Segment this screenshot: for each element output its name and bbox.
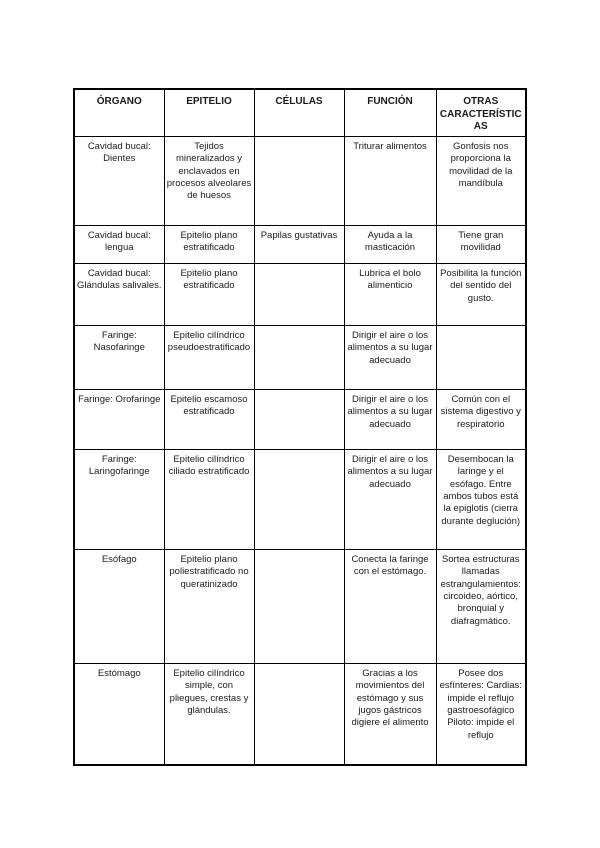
table-cell: Gracias a los movimientos del estómago y sus jugos gástricos digiere el alimento <box>344 663 436 765</box>
table-cell: Conecta la faringe con el estómago. <box>344 549 436 663</box>
table-cell <box>254 663 344 765</box>
table-row <box>74 663 526 765</box>
table-cell: Tiene gran movilidad <box>436 225 526 263</box>
table-cell: Sortea estructuras llamadas estrangulamientos: circoideo, aórtico, bronquial y diafragmático. <box>436 549 526 663</box>
column-header-epitelio: EPITELIO <box>164 89 254 136</box>
table-cell: Común con el sistema digestivo y respiratorio <box>436 389 526 449</box>
column-header-otras-caracteristicas: OTRAS CARACTERÍSTICAS <box>436 89 526 136</box>
table-cell: Cavidad bucal: Glándulas salivales. <box>74 263 164 325</box>
table-cell: Desembocan la laringe y el esófago. Entre ambos tubos está la epiglotis (cierra durante deglución) <box>436 449 526 549</box>
table-cell: Faringe: Orofaringe <box>74 389 164 449</box>
table-cell: Tejidos mineralizados y enclavados en procesos alveolares de huesos <box>164 136 254 225</box>
table-cell <box>254 136 344 225</box>
table-cell: Cavidad bucal: lengua <box>74 225 164 263</box>
table-row <box>74 549 526 663</box>
table-cell <box>254 449 344 549</box>
table-cell <box>254 389 344 449</box>
table-cell: Triturar alimentos <box>344 136 436 225</box>
table-cell <box>254 263 344 325</box>
table-cell: Papilas gustativas <box>254 225 344 263</box>
table-cell <box>254 549 344 663</box>
table-row <box>74 136 526 225</box>
table-cell: Estómago <box>74 663 164 765</box>
table-cell: Epitelio cilíndrico ciliado estratificado <box>164 449 254 549</box>
table-row <box>74 225 526 263</box>
table-cell: Esófago <box>74 549 164 663</box>
table-row <box>74 389 526 449</box>
table-cell: Dirigir el aire o los alimentos a su lugar adecuado <box>344 325 436 389</box>
table-row <box>74 449 526 549</box>
table-cell: Cavidad bucal: Dientes <box>74 136 164 225</box>
table-cell: Posibilita la función del sentido del gusto. <box>436 263 526 325</box>
organ-epithelium-table <box>73 88 527 766</box>
table-cell: Dirigir el aire o los alimentos a su lugar adecuado <box>344 389 436 449</box>
table-cell: Epitelio escamoso estratificado <box>164 389 254 449</box>
table-cell: Dirigir el aire o los alimentos a su lugar adecuado <box>344 449 436 549</box>
table-cell: Faringe: Nasofaringe <box>74 325 164 389</box>
table-cell: Epitelio cilíndrico simple, con pliegues, crestas y glándulas. <box>164 663 254 765</box>
table-header-row <box>74 89 526 136</box>
table-cell: Ayuda a la masticación <box>344 225 436 263</box>
table-row <box>74 263 526 325</box>
table-cell: Lubrica el bolo alimenticio <box>344 263 436 325</box>
table-cell: Posee dos esfínteres: Cardias: impide el reflujo gastroesofágico Piloto: impide el reflujo <box>436 663 526 765</box>
table-cell: Epitelio cilíndrico pseudoestratificado <box>164 325 254 389</box>
table-cell <box>436 325 526 389</box>
table-cell: Faringe: Laringofaringe <box>74 449 164 549</box>
table-cell: Gonfosis nos proporciona la movilidad de la mandíbula <box>436 136 526 225</box>
table-cell: Epitelio plano estratificado <box>164 225 254 263</box>
column-header-organo: ÓRGANO <box>74 89 164 136</box>
column-header-funcion: FUNCIÓN <box>344 89 436 136</box>
table-row <box>74 325 526 389</box>
table-cell: Epitelio plano estratificado <box>164 263 254 325</box>
column-header-celulas: CÉLULAS <box>254 89 344 136</box>
table-cell <box>254 325 344 389</box>
table-cell: Epitelio plano poliestratificado no queratinizado <box>164 549 254 663</box>
